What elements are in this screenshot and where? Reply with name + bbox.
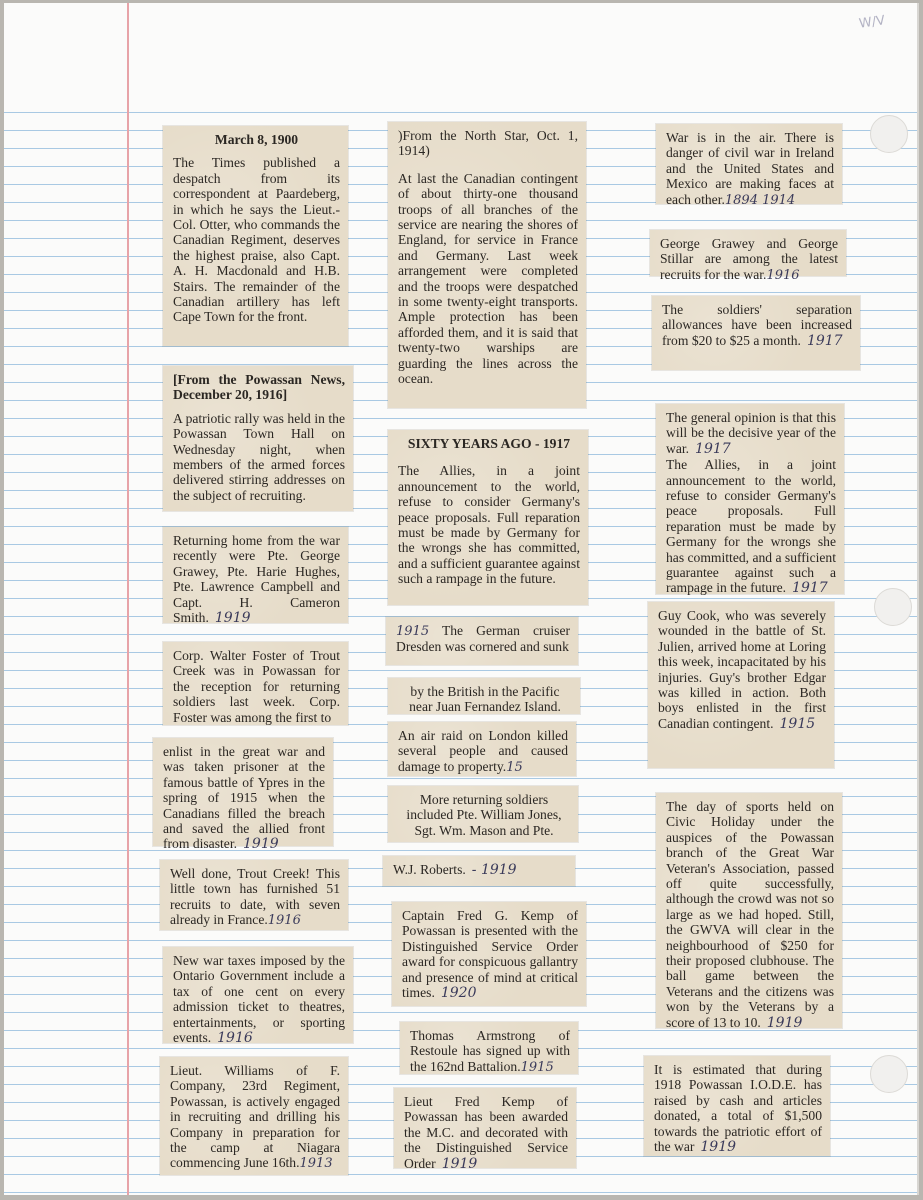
handwritten-year: 15 [506, 759, 523, 775]
clipping-latest-recruits [650, 230, 846, 283]
clipping-captain-kemp-dso [392, 902, 586, 1006]
clipping-body: enlist in the great war and was taken prisoner at the famous battle of Ypres in the spring of 1915 when the Canadians filled the breach and saved the allied front from disaster. 1919 [163, 744, 325, 853]
clipping-body: An air raid on London killed several people and caused damage to property.15 [398, 728, 568, 775]
clipping-sixty-years-ago [388, 430, 588, 605]
handwritten-year: 1916 [766, 267, 800, 283]
handwritten-year: 1919 [766, 1014, 803, 1031]
clipping-more-returning-soldiers [388, 786, 578, 842]
binder-hole [874, 588, 912, 626]
handwritten-year: 1919 [214, 610, 251, 627]
clipping-cruiser-dresden [386, 617, 578, 665]
clipping-civic-holiday-sports [656, 793, 842, 1031]
clipping-body: The Allies, in a joint announcement to the world, refuse to consider Germany's peace proposals. Full reparation must be made by Germany for the wrongs she has committed, and a sufficient guarantee against such a rampage in the future. 1917 [666, 457, 837, 597]
binder-hole [870, 115, 908, 153]
clipping-body: It is estimated that during 1918 Powassan I.O.D.E. has raised by cash and articles donated, a total of $1,500 towards the patriotic effort of the war 1919 [654, 1062, 822, 1156]
clipping-body: George Grawey and George Stillar are among the latest recruits for the war.1916 [660, 236, 838, 283]
clipping-body: A patriotic rally was held in the Powassan Town Hall on Wednesday night, when members of the armed forces delivered stirring addresses on the subject of recruiting. [173, 410, 345, 503]
clipping-body: Captain Fred G. Kemp of Powassan is presented with the Distinguished Service Order award for conspicuous gallantry and presence of mind at critical times. 1920 [402, 908, 578, 1002]
clipping-body: Well done, Trout Creek! This little town has furnished 51 recruits to date, with seven already in France.1916 [170, 866, 340, 929]
clipping-juan-fernandez [388, 678, 580, 714]
clipping-canadian-contingent [388, 122, 586, 408]
clipping-ypres [153, 738, 333, 853]
clipping-body: by the British in the Pacific near Juan Fernandez Island. [409, 684, 561, 715]
clipping-air-raid-london [388, 722, 576, 776]
handwritten-year: 1915 [779, 715, 816, 732]
handwritten-year: 1920 [440, 985, 477, 1002]
clipping-separation-allowances [652, 296, 860, 370]
clipping-returning-home [163, 527, 348, 627]
clipping-body: Lieut. Williams of F. Company, 23rd Regiment, Powassan, is actively engaged in recruiting and drilling his Company in preparation for the camp at Niagara commencing June 16th.1913 [170, 1063, 340, 1172]
clipping-body: New war taxes imposed by the Ontario Government include a tax of one cent on every admission ticket to theatres, entertainments, or sporting events. 1916 [173, 953, 345, 1047]
clipping-lieut-williams [160, 1057, 348, 1175]
clipping-body: The soldiers' separation allowances have been increased from $20 to $25 a month. 1917 [662, 302, 852, 349]
clipping-body: W.J. Roberts. - 1919 [393, 862, 517, 878]
clipping-patriotic-rally [163, 366, 353, 511]
handwritten-year: 1916 [267, 913, 301, 929]
clipping-wj-roberts [383, 856, 575, 886]
handwritten-year: 1915 [520, 1059, 554, 1075]
handwritten-year: 1913 [299, 1156, 333, 1172]
corner-mark: W/V [858, 13, 887, 32]
clipping-heading: SIXTY YEARS AGO - 1917 [407, 436, 571, 451]
clipping-heading: )From the North Star, Oct. 1, 1914) [398, 128, 578, 159]
clipping-body: Guy Cook, who was severely wounded in the battle of St. Julien, arrived home at Loring this week, incapacitated by his injuries. Guy's brother Edgar was killed in action. Both boys enlisted in the first Canadian contingent. 1915 [658, 608, 826, 732]
clipping-body: The Allies, in a joint announcement to the world, refuse to consider Germany's peace proposals. Full reparation must be made by Germany for the wrongs she has committed, and a sufficient guarantee against such a rampage in the future. [398, 463, 580, 587]
clipping-trout-creek [160, 860, 348, 930]
clipping-war-taxes [163, 947, 353, 1047]
clipping-thomas-armstrong [400, 1022, 578, 1074]
clipping-walter-foster [163, 642, 348, 725]
clipping-body: Corp. Walter Foster of Trout Creek was in Powassan for the reception for returning soldiers last week. Corp. Foster was among the first to [173, 648, 340, 725]
clipping-lieut-fred-kemp-mc [394, 1088, 576, 1172]
handwritten-year: 1919 [243, 836, 279, 853]
clipping-body: Thomas Armstrong of Restoule has signed up with the 162nd Battalion.1915 [410, 1028, 570, 1075]
clipping-heading: [From the Powassan News, December 20, 1916] [173, 372, 345, 403]
clipping-heading: March 8, 1900 [214, 132, 299, 147]
clipping-body: The day of sports held on Civic Holiday under the auspices of the Powassan branch of the Great War Veteran's Association, passed off quite successfully, although the crowd was not so large as we had hoped. Still, the GWVA will clear in the neighbourhood of $250 for their proposed clubhouse. The ball game between the Veterans and the citizens was won by the Veterans by a score of 13 to 10. 1919 [666, 799, 834, 1031]
clipping-body: At last the Canadian contingent of about thirty-one thousand troops of all branches of the service are nearing the shores of England, for service in France and Germany. Last week arrangement were completed and the troops were despatched in some twenty-eight transports. Ample protection has been afforded them, and it is said that twenty-two warships are guarding the lines across the ocean. [398, 170, 578, 387]
handwritten-year: - 1919 [471, 862, 517, 878]
clipping-body: The Times published a despatch from its correspondent at Paardeberg, in which he says the Lieut.-Col. Otter, who commands the Canadian Regiment, deserves the highest praise, also Capt. A. H. Macdonald and H.B. Stairs. The remainder of the Canadian artillery has left Cape Town for the front. [173, 155, 340, 325]
handwritten-year: 1917 [695, 440, 731, 457]
clipping-body: Lieut Fred Kemp of Powassan has been awarded the M.C. and decorated with the Distinguished Service Order 1919 [404, 1094, 568, 1172]
handwritten-year: 1916 [217, 1030, 253, 1047]
clipping-iode-fundraising [644, 1056, 830, 1156]
handwritten-year: 1915 [396, 624, 430, 639]
clipping-body: 1915 The German cruiser Dresden was cornered and sunk [396, 623, 570, 655]
clipping-decisive-year [656, 404, 844, 597]
handwritten-year: 1917 [806, 332, 843, 349]
handwritten-year: 1919 [441, 1155, 478, 1172]
handwritten-year: 1917 [792, 580, 828, 597]
clipping-boer-war-1900 [163, 126, 348, 346]
clipping-guy-cook [648, 602, 834, 768]
clipping-body: The general opinion is that this will be the decisive year of the war. 1917 [666, 410, 836, 457]
clipping-war-in-the-air [656, 124, 842, 208]
handwritten-year: 1919 [700, 1139, 737, 1156]
clipping-body: More returning soldiers included Pte. William Jones, Sgt. Wm. Mason and Pte. [406, 792, 562, 838]
handwritten-year: 1894 1914 [724, 192, 796, 208]
clipping-body: Returning home from the war recently were Pte. George Grawey, Pte. Harie Hughes, Pte. Lawrence Campbell and Capt. H. Cameron Smith. 1919 [173, 533, 340, 627]
binder-hole [870, 1055, 908, 1093]
clipping-body: War is in the air. There is danger of civil war in Ireland and the United States and Mexico are making faces at each other.1894 1914 [666, 130, 834, 208]
